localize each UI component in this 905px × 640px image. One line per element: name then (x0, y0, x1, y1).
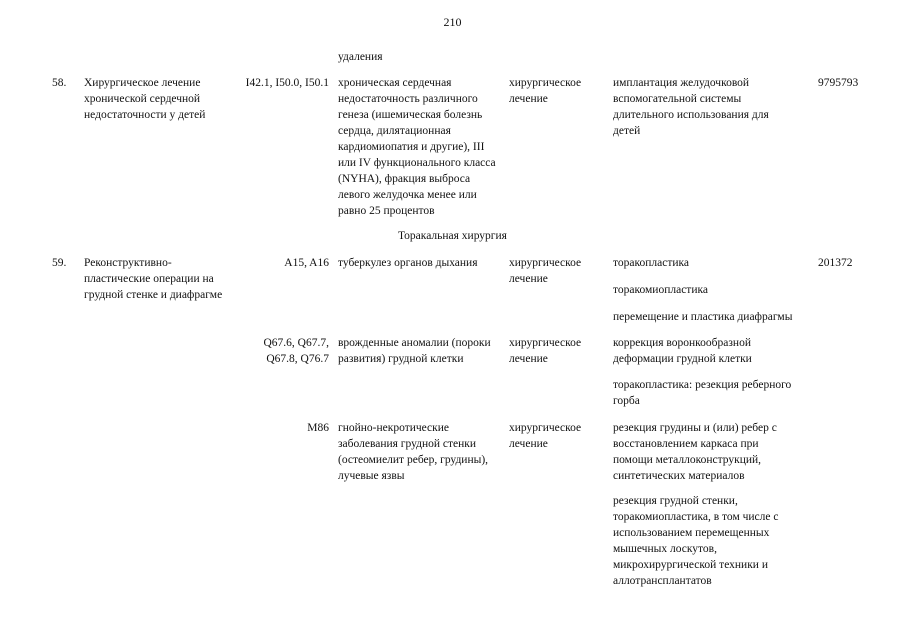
section-title: Торакальная хирургия (398, 230, 507, 242)
diagnosis: хроническая сердечная недостаточность различного генеза (ишемическая болезнь сердца, дилятационная кардиомиопатия и другие), III или IV функционального класса (NYHA), фракция выброса левого желудочка менее или равно 25 процентов (338, 77, 496, 217)
treatment-type: хирургическое лечение (509, 77, 582, 105)
icd-codes: A15, A16 (284, 257, 329, 269)
treatment-method: коррекция воронкообразной деформации грудной клетки (613, 337, 752, 365)
treatment-method: торакопластика: резекция реберного горба (613, 379, 792, 407)
treatment-method: торакопластика (613, 257, 690, 269)
cost-value: 201372 (818, 257, 853, 269)
icd-codes: M86 (307, 422, 329, 434)
diagnosis: гнойно-некротические заболевания грудной стенки (остеомиелит ребер, грудины), лучевые язвы (338, 422, 489, 482)
treatment-method: резекция грудной стенки, торакомиопластика, в том числе с использованием перемещенных мышечных лоскутов, микрохирургической техники и аллотрансплантатов (613, 495, 779, 587)
treatment-method: торакомиопластика (613, 284, 708, 296)
row-number: 58. (52, 77, 67, 89)
service-name: Реконструктивно- пластические операции на грудной стенке и диафрагме (84, 257, 223, 301)
treatment-type: хирургическое лечение (509, 257, 582, 285)
row-number: 59. (52, 257, 67, 269)
diagnosis: туберкулез органов дыхания (338, 257, 478, 269)
cost-value: 9795793 (818, 77, 859, 89)
page-number: 210 (443, 15, 462, 29)
treatment-method: имплантация желудочковой вспомогательной системы длительного использования для детей (613, 77, 769, 137)
icd-codes: Q67.6, Q67.7, Q67.8, Q76.7 (263, 337, 329, 365)
diagnosis: врожденные аномалии (пороки развития) грудной клетки (338, 337, 491, 365)
service-name: Хирургическое лечение хронической сердечной недостаточности у детей (84, 77, 206, 121)
icd-codes: I42.1, I50.0, I50.1 (245, 77, 329, 89)
treatment-method: перемещение и пластика диафрагмы (613, 311, 793, 323)
treatment-type: хирургическое лечение (509, 337, 582, 365)
treatment-type: хирургическое лечение (509, 422, 582, 450)
diagnosis-continuation: удаления (338, 51, 383, 63)
treatment-method: резекция грудины и (или) ребер с восстановлением каркаса при помощи металлоконструкций, синтетических материалов (613, 422, 777, 482)
